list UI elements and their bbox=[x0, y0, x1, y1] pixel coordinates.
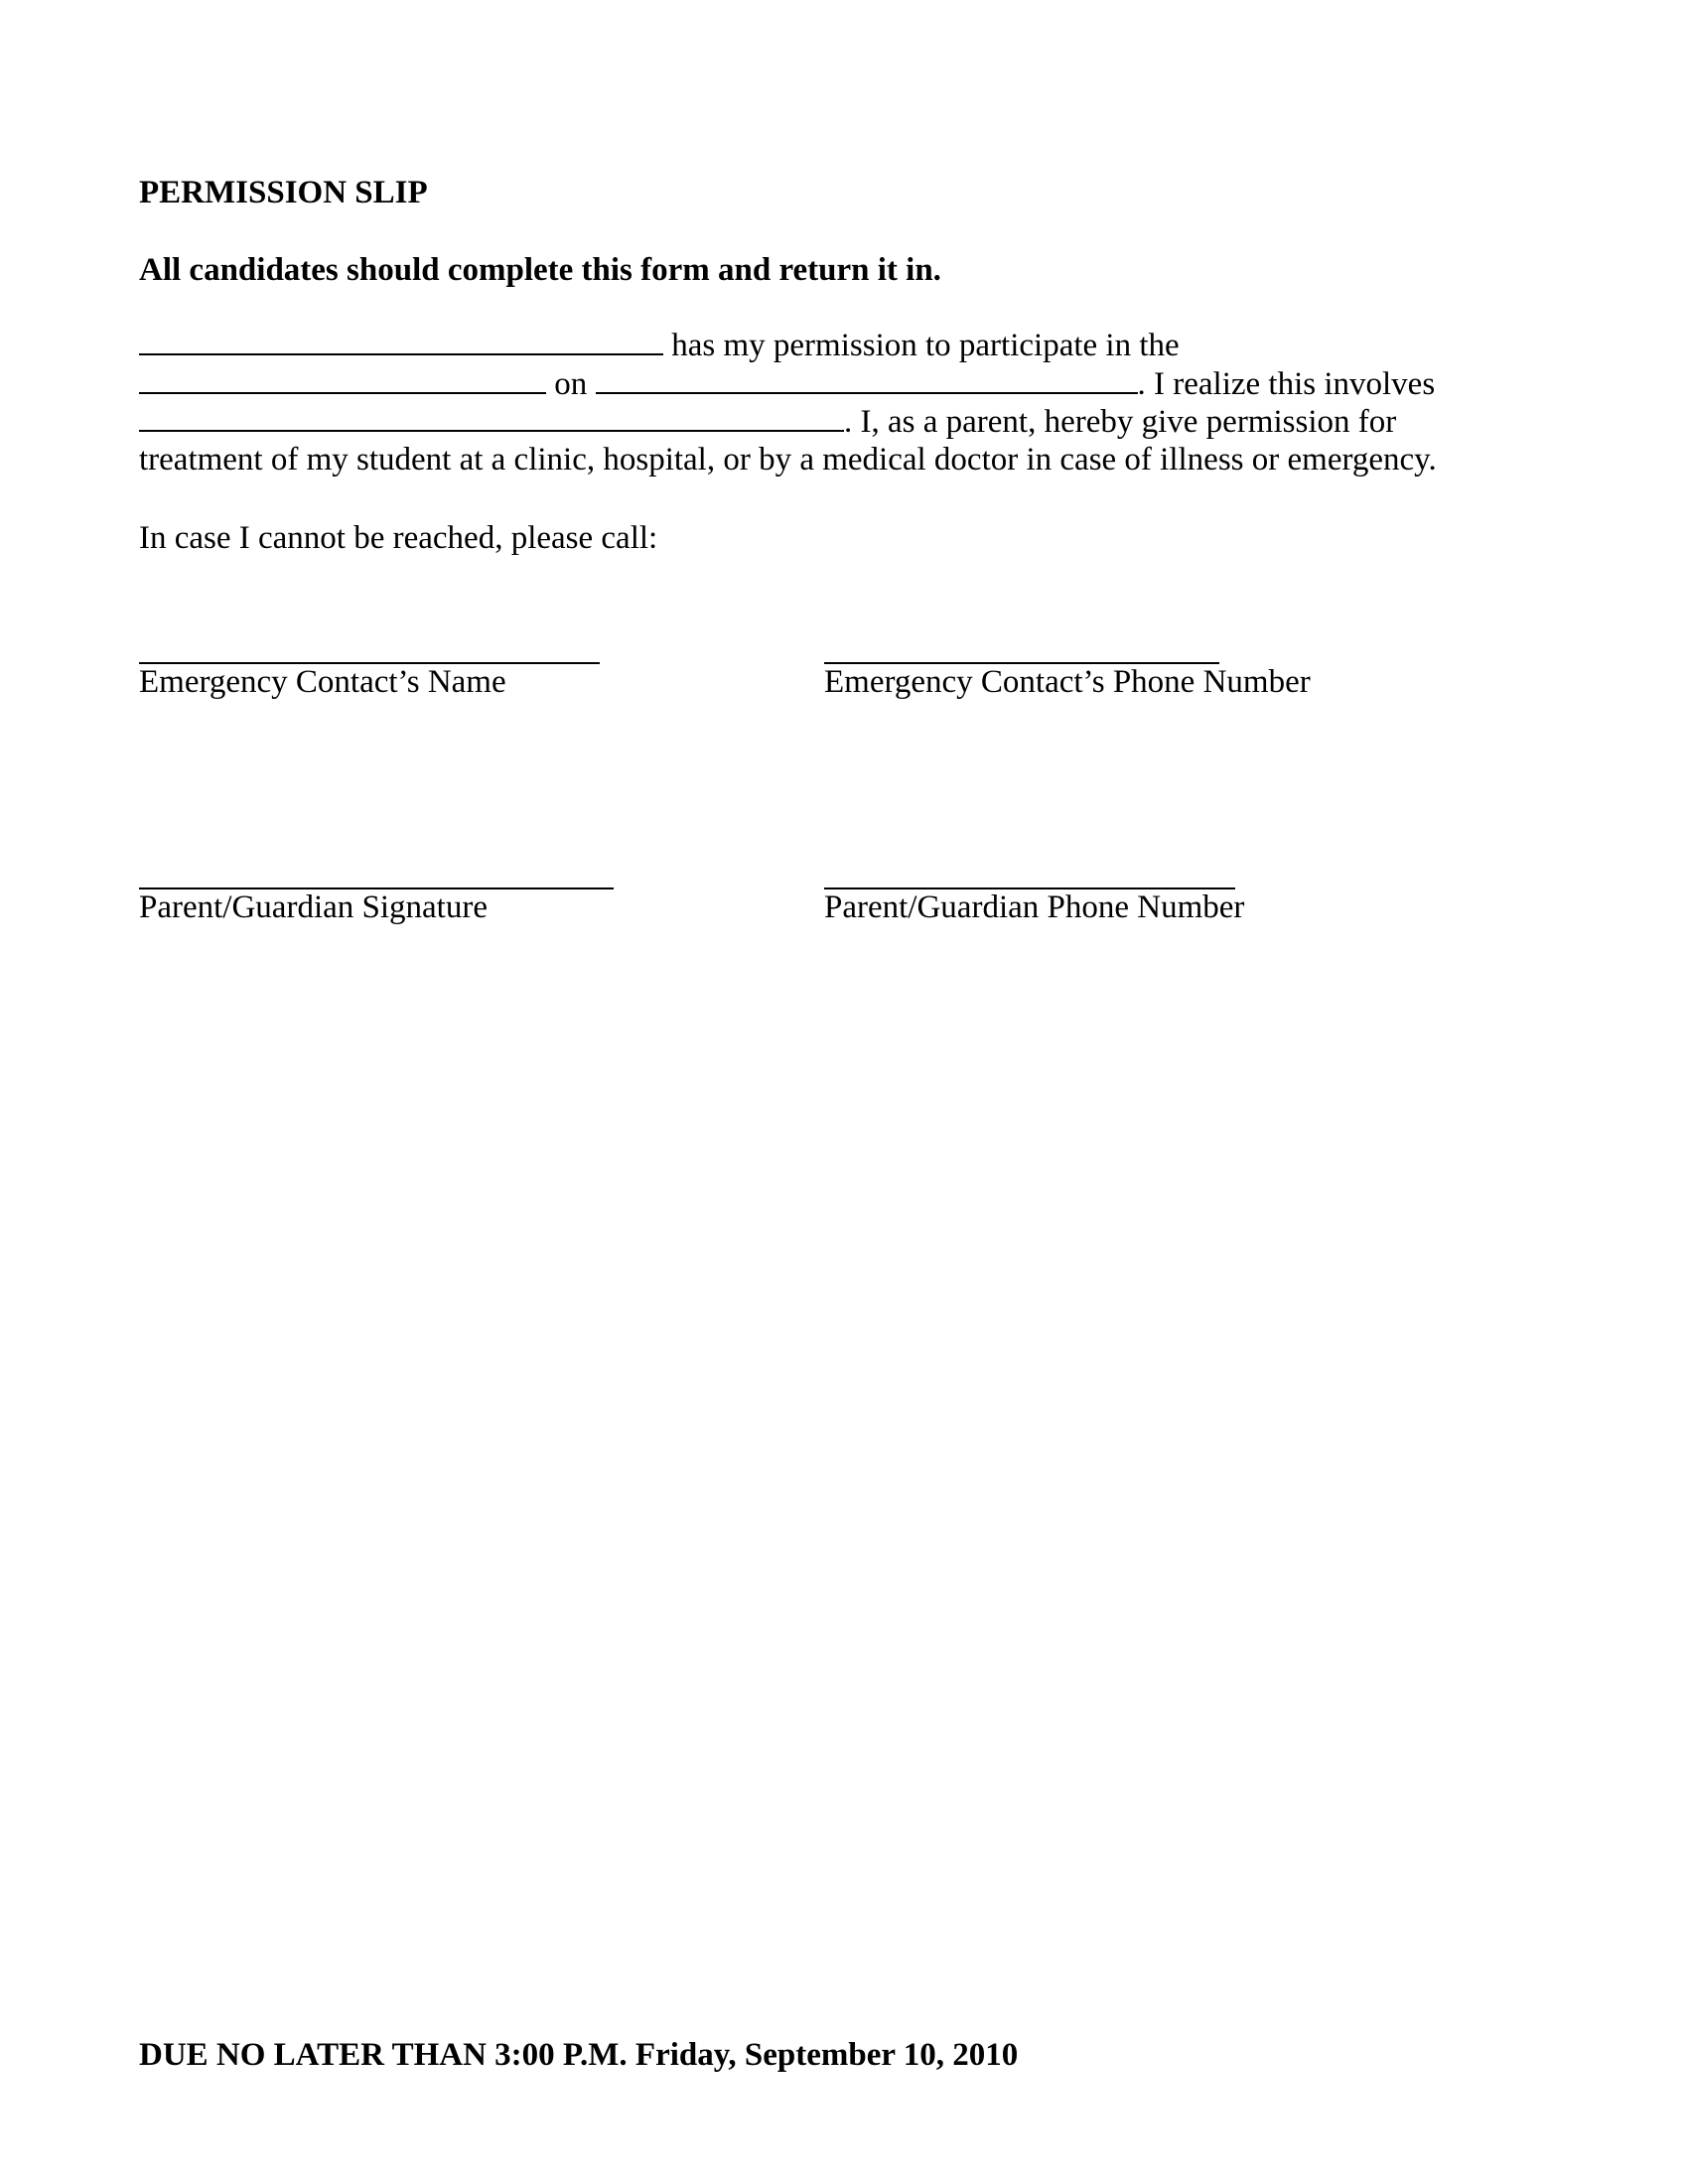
emergency-phone-label: Emergency Contact’s Phone Number bbox=[824, 664, 1311, 700]
emergency-name-label: Emergency Contact’s Name bbox=[139, 664, 506, 700]
guardian-phone-label: Parent/Guardian Phone Number bbox=[824, 889, 1245, 925]
paragraph-line-4: treatment of my student at a clinic, hospital, or by a medical doctor in case of illness or emergency. bbox=[139, 441, 1437, 478]
reach-instruction: In case I cannot be reached, please call: bbox=[139, 520, 658, 556]
permission-paragraph bbox=[139, 326, 1437, 478]
due-notice: DUE NO LATER THAN 3:00 P.M. Friday, September 10, 2010 bbox=[139, 2037, 1019, 2073]
paragraph-line-1 bbox=[139, 326, 1437, 364]
paragraph-line-3-text: . I, as a parent, hereby give permission for bbox=[844, 404, 1397, 440]
form-instruction: All candidates should complete this form and return it in. bbox=[139, 252, 941, 288]
paragraph-line-1-text: has my permission to participate in the bbox=[663, 328, 1180, 363]
paragraph-line-2 bbox=[139, 364, 1437, 403]
page-title: PERMISSION SLIP bbox=[139, 175, 428, 210]
guardian-signature-label: Parent/Guardian Signature bbox=[139, 889, 488, 925]
paragraph-on-text: on bbox=[546, 365, 596, 402]
activity-blank[interactable] bbox=[139, 364, 546, 394]
paragraph-line-2-text: . I realize this involves bbox=[1137, 365, 1436, 402]
student-name-blank[interactable] bbox=[139, 326, 663, 355]
paragraph-line-3 bbox=[139, 402, 1437, 441]
involves-blank[interactable] bbox=[139, 402, 844, 432]
date-blank[interactable] bbox=[596, 364, 1138, 394]
